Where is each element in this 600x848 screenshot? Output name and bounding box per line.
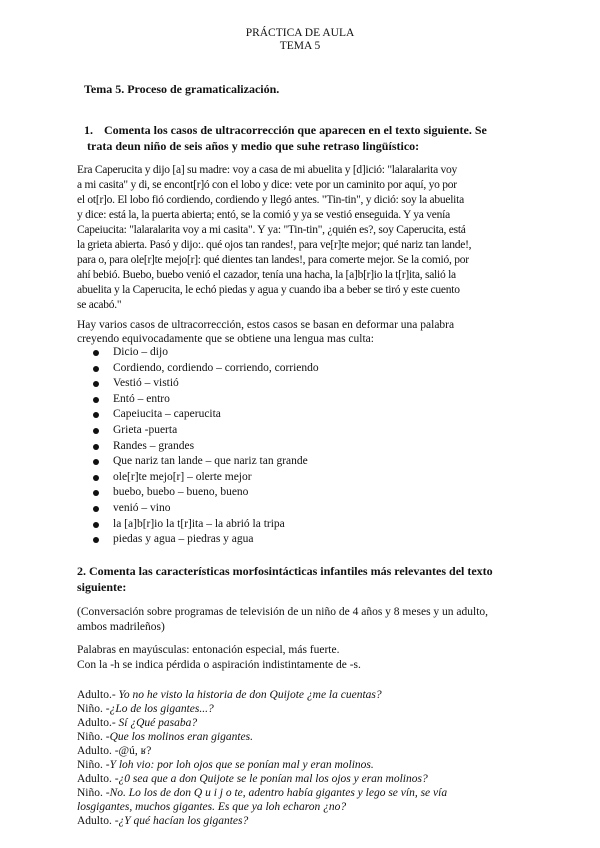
list-item: la [a]b[r]io la t[r]ita – la abrió la tripa (93, 517, 319, 533)
bullet-icon (93, 475, 99, 481)
bullet-icon (93, 397, 99, 403)
utterance: -¿Lo de los gigantes...? (102, 703, 214, 715)
story-line: para o, para ole[r]te mejo[r]: qué dientes tan landes!, para comerte mejor. Se la comió, por (77, 254, 469, 266)
section-title: Tema 5. Proceso de gramaticalización. (84, 82, 280, 96)
story-line: ahí bebió. Buebo, buebo venió el cazador, tenía una hacha, la [a]b[r]io la t[r]ita, salió la (77, 269, 456, 281)
dialogue-line (77, 730, 253, 744)
header-line-1: PRÁCTICA DE AULA (245, 27, 355, 39)
question-2-line-2: siguiente: (77, 580, 127, 594)
list-item: Cordiendo, cordiendo – corriendo, corriendo (93, 361, 319, 377)
utterance: -Que los molinos eran gigantes. (102, 731, 254, 743)
dialogue-line (77, 702, 214, 716)
utterance: losgigantes, muchos gigantes. Es que ya loh echaron ¿no? (77, 801, 347, 813)
story-line: la grieta abierta. Pasó y dijo:. qué ojos tan randes!, para ve[r]te mejor; qué nariz tan lande!, (77, 239, 472, 251)
bullet-icon (93, 522, 99, 528)
utterance: -¿Y qué hacían los gigantes? (111, 815, 249, 827)
ultracorrection-list (93, 345, 319, 548)
dialogue-line (77, 758, 374, 772)
story-line: Era Caperucita y dijo [a] su madre: voy a casa de mi abuelita y [d]ició: "lalaralarita voy (77, 164, 458, 176)
story-line: Capeiucita: "lalaralarita voy a mi casita". Y ya: "Tin-tin", ¿quién es?, soy Caperucita, está (77, 224, 466, 236)
utterance: -@ú, ʁ? (111, 745, 152, 757)
speaker: Niño. (77, 759, 103, 771)
question-2-line-1: 2. Comenta las características morfosintácticas infantiles más relevantes del texto (77, 564, 493, 578)
list-item: Que nariz tan lande – que nariz tan grande (93, 454, 319, 470)
list-item: Dicio – dijo (93, 345, 319, 361)
bullet-icon (93, 366, 99, 372)
question-1-line-2: trata deun niño de seis años y medio que suhe retraso lingüístico: (87, 139, 420, 153)
intro-line: creyendo equivocadamente que se obtiene una lengua mas culta: (77, 333, 374, 345)
bullet-icon (93, 459, 99, 465)
context-line: ambos madrileños) (77, 621, 165, 633)
list-item: Entó – entro (93, 392, 319, 408)
bullet-icon (93, 412, 99, 418)
dialogue-line (77, 744, 151, 758)
list-item: Vestió – vistió (93, 376, 319, 392)
dialogue-line (77, 688, 382, 702)
note-line: Con la -h se indica pérdida o aspiración indistintamente de -s. (77, 659, 361, 671)
speaker: Adulto. (77, 717, 112, 729)
dialogue-line (77, 716, 197, 730)
bullet-icon (93, 428, 99, 434)
speaker: Niño. (77, 787, 103, 799)
speaker: Adulto. (77, 773, 112, 785)
bullet-icon (93, 490, 99, 496)
bullet-icon (93, 350, 99, 356)
dialogue-line (77, 800, 346, 814)
question-1-line-1: Comenta los casos de ultracorrección que aparecen en el texto siguiente. Se (104, 123, 487, 137)
story-line: abuelita y la Caperucita, le echó piedas y agua y cuando iba a beber se tiró y este cuento (77, 284, 460, 296)
dialogue-line (77, 786, 447, 800)
dialogue-line (77, 772, 428, 786)
bullet-icon (93, 381, 99, 387)
list-item: Randes – grandes (93, 439, 319, 455)
utterance: -No. Lo los de don Q u i j o te, adentro había gigantes y lego se vín, se vía (102, 787, 448, 799)
question-2 (77, 563, 518, 595)
list-item: ole[r]te mejo[r] – olerte mejor (93, 470, 319, 486)
question-1 (84, 122, 516, 154)
utterance: - Yo no he visto la historia de don Quijote ¿me la cuentas? (111, 689, 382, 701)
note-line: Palabras en mayúsculas: entonación especial, más fuerte. (77, 644, 340, 656)
intro-line: Hay varios casos de ultracorrección, estos casos se basan en deformar una palabra (77, 319, 455, 331)
utterance: - Sí ¿Qué pasaba? (111, 717, 198, 729)
story-line: a mi casita" y di, se encont[r]ó con el lobo y dice: vete por un caminito por aquí, yo por (77, 179, 457, 191)
list-item: Capeiucita – caperucita (93, 407, 319, 423)
speaker: Adulto. (77, 689, 112, 701)
dialogue-line (77, 814, 248, 828)
list-item: Grieta -puerta (93, 423, 319, 439)
header-line-2: TEMA 5 (279, 40, 321, 52)
speaker: Niño. (77, 703, 103, 715)
utterance: -Y loh vio: por loh ojos que se ponían mal y eran molinos. (102, 759, 374, 771)
question-1-number: 1. (84, 123, 93, 137)
bullet-icon (93, 444, 99, 450)
list-item: buebo, buebo – bueno, bueno (93, 485, 319, 501)
story-line: se acabó." (77, 299, 122, 311)
speaker: Adulto. (77, 815, 112, 827)
story-line: y dice: está la, la puerta abierta; entó, se la comió y ya se vestió enseguida. Y ya venía (77, 209, 450, 221)
context-line: (Conversación sobre programas de televisión de un niño de 4 años y 8 meses y un adulto, (77, 606, 489, 618)
speaker: Niño. (77, 731, 103, 743)
bullet-icon (93, 506, 99, 512)
speaker: Adulto. (77, 745, 112, 757)
utterance: -¿0 sea que a don Quijote se le ponían mal los ojos y eran molinos? (111, 773, 428, 785)
story-line: el ot[r]o. El lobo fió cordiendo, cordiendo y llegó antes. "Tin-tin", y dició: soy la abuelita (77, 194, 464, 206)
list-item: piedas y agua – piedras y agua (93, 532, 319, 548)
list-item: venió – vino (93, 501, 319, 517)
bullet-icon (93, 537, 99, 543)
